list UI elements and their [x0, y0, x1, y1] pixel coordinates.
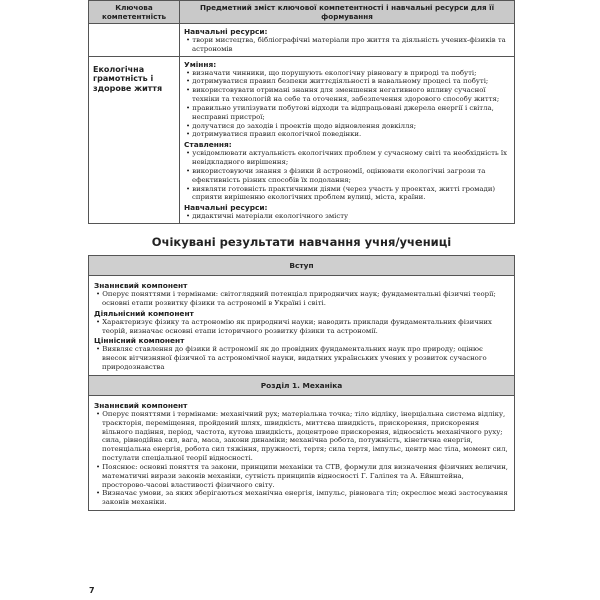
list-item: • визначати чинники, що порушують екологічну рівновагу в природі та побуті; — [184, 69, 510, 78]
section1-knowledge-title: Знаннєвий компонент — [94, 400, 188, 410]
list-item: • Оперує поняттями і термінами: світоглядний потенціал природничих наук; фундаментальні фізичні теорії; основні етапи розвитку фізики та астрономії в Україні і світі. — [94, 290, 509, 308]
list-item: • використовуючи знання з фізики й астрономії, оцінювати екологічні загрози та ефективність різних способів їх подолання; — [184, 167, 510, 185]
row1-resources-title: Навчальні ресурси: — [184, 27, 268, 36]
intro-block — [88, 276, 515, 375]
section1-block — [88, 396, 515, 511]
table-row — [89, 24, 515, 57]
outcomes-title: Очікувані результати навчання учня/учениці — [151, 235, 452, 250]
attitudes-list — [184, 149, 510, 202]
intro-band: Вступ — [88, 255, 515, 276]
row1-name — [89, 24, 180, 57]
list-item: • усвідомлювати актуальність екологічних проблем у сучасному світі та необхідність їх невідкладного вирішення; — [184, 149, 510, 167]
page — [88, 0, 515, 511]
page-number: 7 — [89, 586, 95, 595]
list-item: • дотримуватися правил безпеки життєдіяльності в навальному процесі та побуті; — [184, 77, 510, 86]
intro-activity-title: Діяльнісний компонент — [94, 308, 194, 318]
col1-header: Ключова компетентність — [89, 1, 180, 24]
intro-activity-list — [94, 318, 509, 336]
col2-header: Предметний зміст ключової компетентності і навчальні ресурси для її формування — [180, 1, 515, 24]
list-item: • твори мистецтва, бібліографічні матеріали про життя та діяльність учених-фізиків та астрономів — [184, 36, 510, 54]
row2-name-cell — [89, 56, 180, 223]
list-item: • використовувати отримані знання для зменшення негативного впливу сучасної техніки та технологій на себе та оточення, забезпечення здорового способу життя; — [184, 86, 510, 104]
list-item: • дотримуватися правил екологічної поведінки. — [184, 130, 510, 139]
list-item: • долучатися до заходів і проектів щодо відновлення довкілля; — [184, 122, 510, 131]
row1-resources-list — [184, 36, 510, 54]
row2-content — [180, 56, 515, 223]
list-item: • виявляти готовність практичними діями (через участь у проектах, житті громади) сприяти вирішенню екологічних проблем вулиці, міста, країни. — [184, 185, 510, 203]
skills-title: Уміння: — [184, 59, 217, 69]
table-row — [89, 56, 515, 223]
list-item: • Оперує поняттями і термінами: механічний рух; матеріальна точка; тіло відліку, інерціальна система відліку, траєкторія, переміщення, пройдений шлях, швидкість, миттєва швидкість, прискорення, прискорення вільного падіння, період, частота, кутова швидкість, доцентрове прискорення, відносність механічного руху; сила, рівнодійна сил, вага, маса, закони динаміки; механічна робота, потужність, кінетична енергія, потенціальна енергія, робота сил тяжіння, пружності, тертя; сила тертя, імпульс, центр мас тіла, момент сил, постулати спеціальної теорії відносності. — [94, 410, 509, 463]
row2-resources-title: Навчальні ресурси: — [184, 203, 268, 213]
intro-value-title: Ціннісний компонент — [94, 336, 185, 346]
intro-knowledge-title: Знаннєвий компонент — [94, 281, 188, 291]
row2-resources-list — [184, 212, 510, 221]
table-header-row — [89, 1, 515, 24]
list-item: • Характеризує фізику та астрономію як природничі науки; наводить приклади фундаментальних фізичних теорій, визначає основні етапи історичного розвитку фізики та астрономії. — [94, 318, 509, 336]
section1-band: Розділ 1. Механіка — [88, 375, 515, 396]
competence-table — [88, 0, 515, 224]
section1-knowledge-list — [94, 410, 509, 507]
list-item: • Пояснює: основні поняття та закони, принципи механіки та СТВ, формули для визначення фізичних величин, математичні вирази законів механіки, сутність принципів відносності Г. Галілея та А. Ейнштейна, просторово-часові властивості фізичного світу. — [94, 463, 509, 489]
row1-content — [180, 24, 515, 57]
list-item: • дидактичні матеріали екологічного змісту — [184, 212, 510, 221]
intro-knowledge-list — [94, 290, 509, 308]
list-item: • Визначає умови, за яких зберігаються механічна енергія, імпульс, рівновага тіл; окреслює межі застосування законів механіки. — [94, 489, 509, 507]
row2-name: Екологічна грамотність і здорове життя — [93, 64, 163, 93]
list-item: • Виявляє ставлення до фізики й астрономії як до провідних фундаментальних наук про природу; оцінює внесок вітчизняної фізичної та астрономічної науки, видатних українських учених у розвиток сучасного природознавства — [94, 345, 509, 371]
intro-value-list — [94, 345, 509, 371]
attitudes-title: Ставлення: — [184, 140, 232, 150]
list-item: • правильно утилізувати побутові відходи та відпрацьовані джерела енергії і світла, несправні пристрої; — [184, 104, 510, 122]
skills-list — [184, 69, 510, 140]
